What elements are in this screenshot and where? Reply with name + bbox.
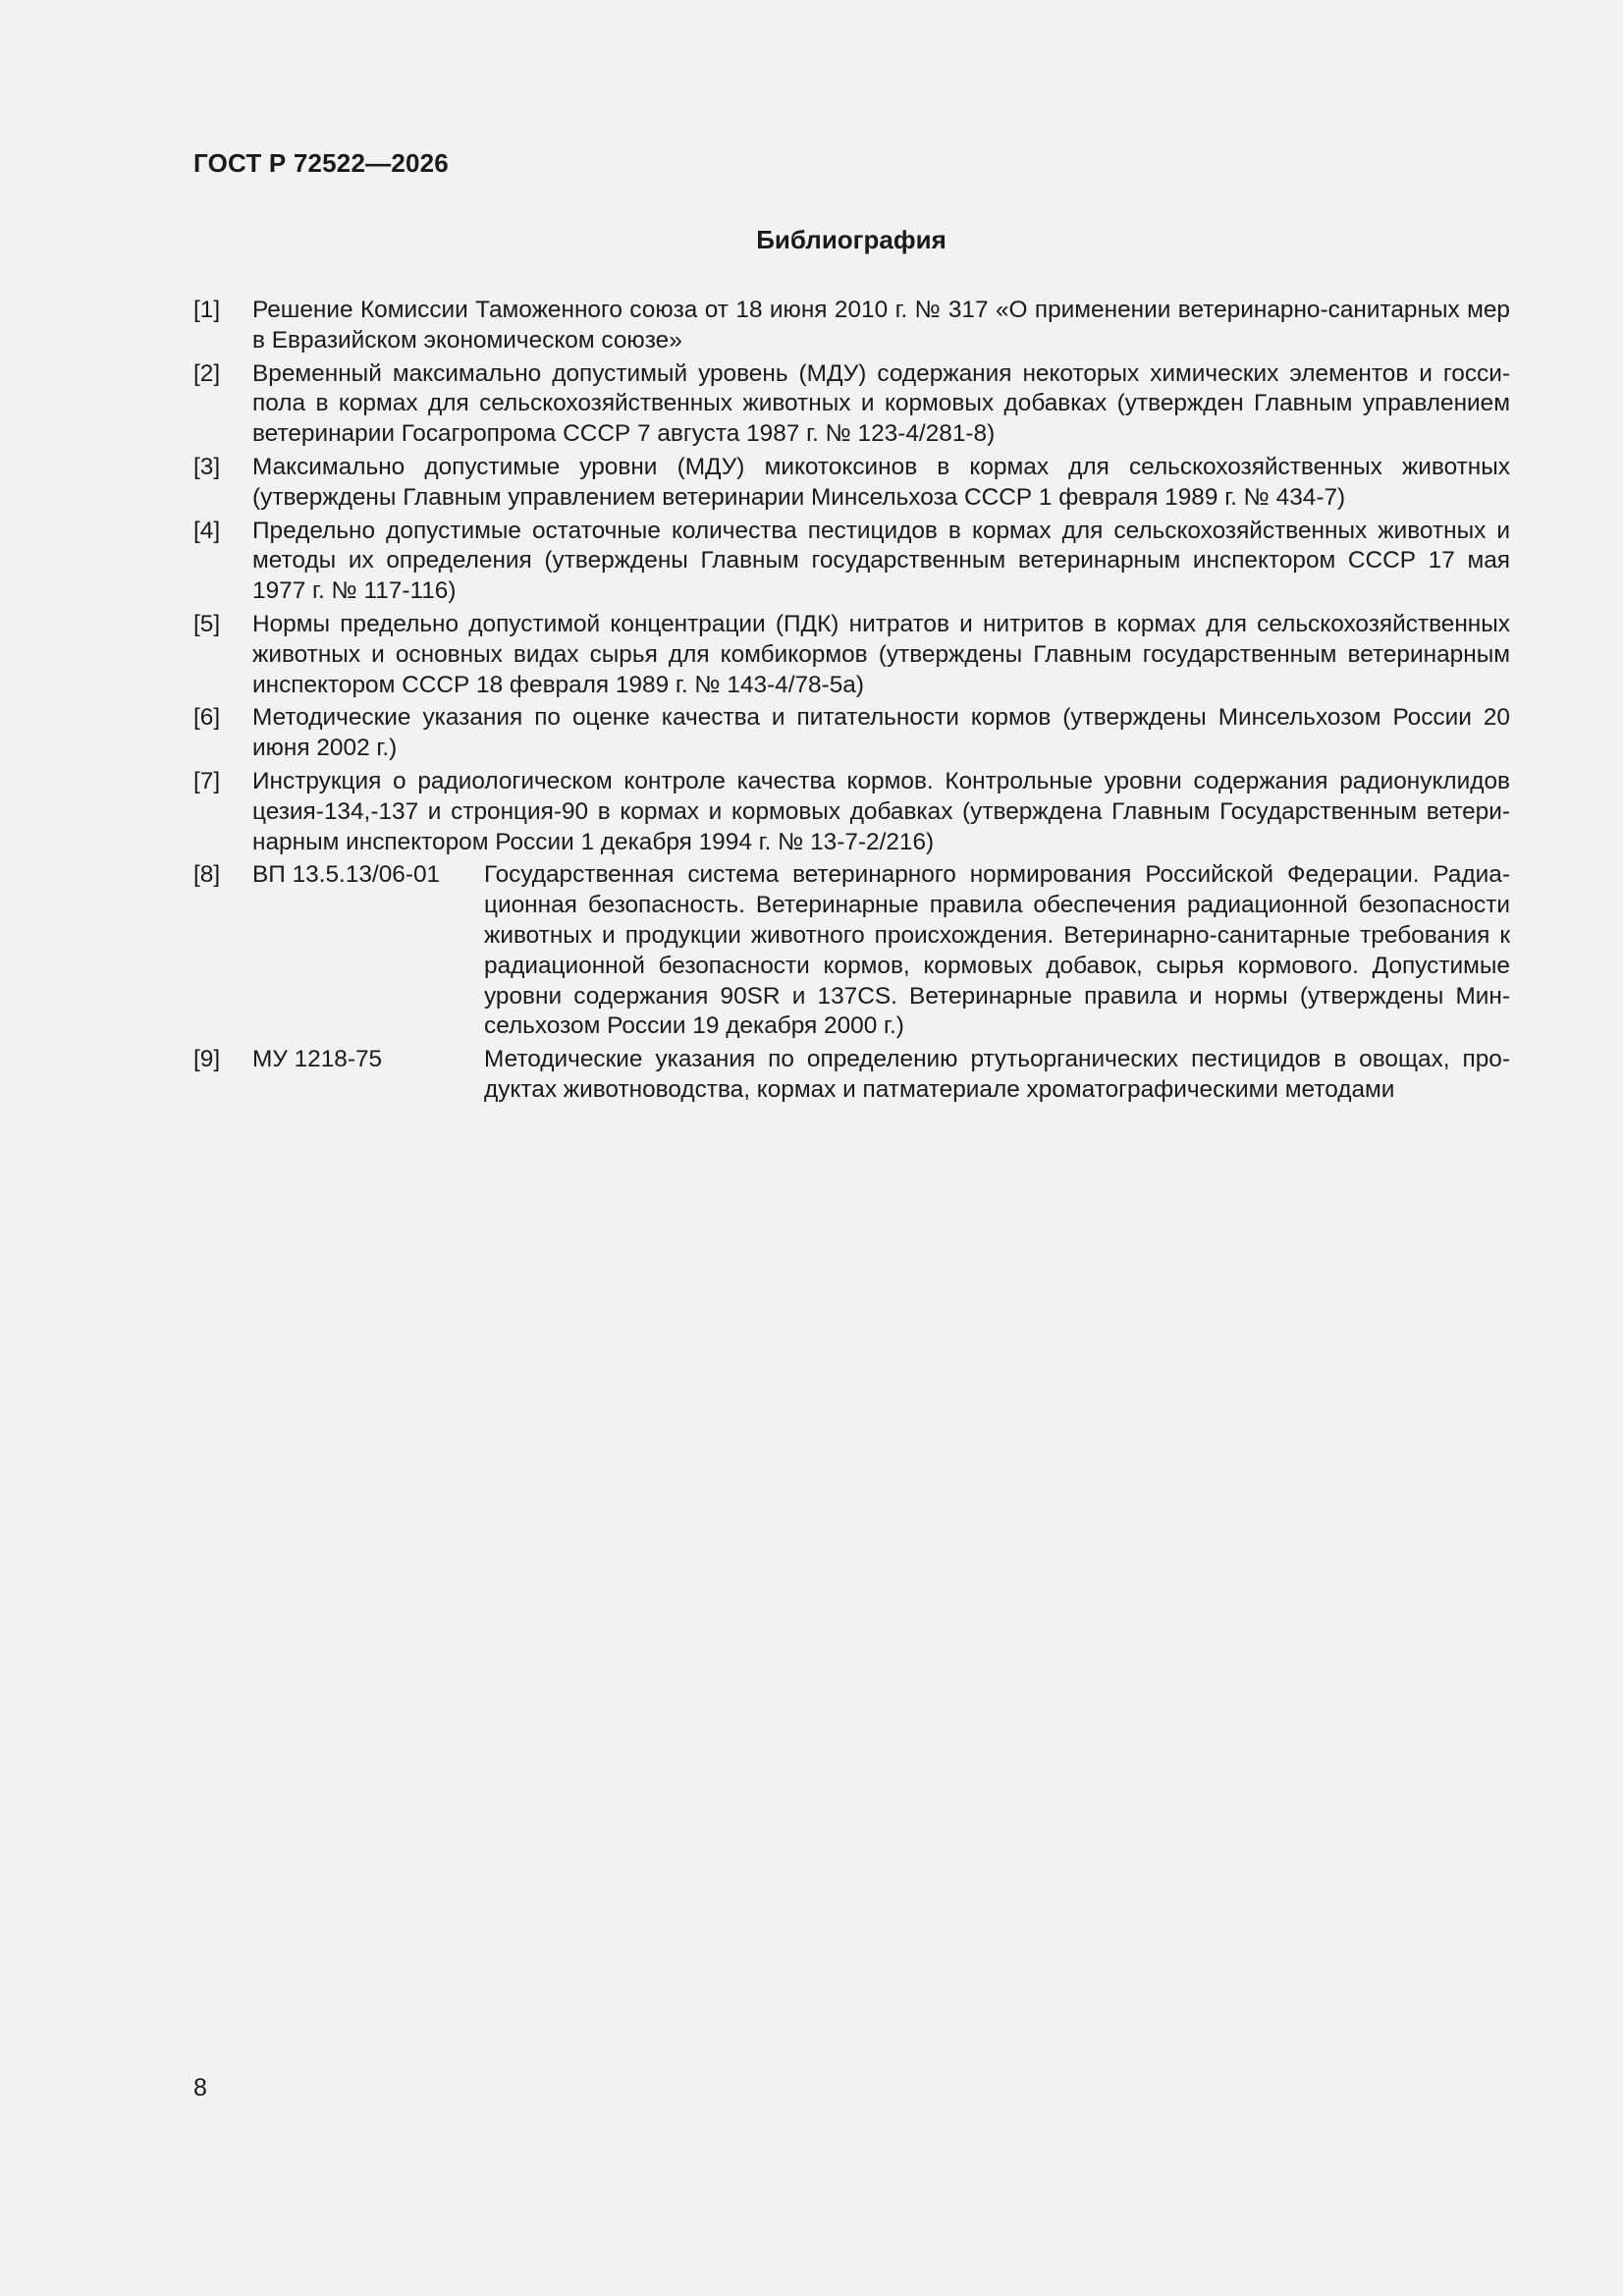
bibliography-item	[193, 860, 1510, 1042]
bibliography-item	[193, 767, 1510, 857]
bibliography-item	[193, 1045, 1510, 1106]
bibliography-item-number: [4]	[193, 517, 221, 544]
bibliography-item-number: [8]	[193, 861, 221, 889]
bibliography-item	[193, 703, 1510, 764]
document-code: ГОСТ Р 72522—2026	[193, 148, 449, 178]
bibliography-item-text: Нормы предельно допустимой концентрации (ПДК) нитратов и нитритов в кормах для сельскохозяйственных животных и основных видах сырья для комбикормов (утверждены Главным государственным ветеринарным инспектором СССР 18 февраля 1989 г. № 143-4/78-5а)	[252, 610, 1510, 698]
bibliography-item-text: Методические указания по оценке качества и питательности кормов (утверждены Минсельхозом России 20 июня 2002 г.)	[252, 704, 1510, 762]
bibliography-list	[193, 296, 1510, 1109]
bibliography-item-text: Временный максимально допустимый уровень (МДУ) содержания некоторых химических элементов и госсипола в кормах для сельскохозяйственных животных и кормовых добавках (утвержден Главным управлением ветеринарии Госагропрома СССР 7 августа 1987 г. № 123-4/281-8)	[252, 359, 1510, 448]
bibliography-item-code: ВП 13.5.13/06-01	[252, 861, 441, 889]
bibliography-item	[193, 359, 1510, 450]
bibliography-item-text: Максимально допустимые уровни (МДУ) микотоксинов в кормах для сельскохозяйственных животных (утверждены Главным управлением ветеринарии Минсельхоза СССР 1 февраля 1989 г. № 434-7)	[252, 453, 1510, 511]
bibliography-item-number: [1]	[193, 297, 221, 323]
bibliography-item	[193, 453, 1510, 514]
bibliography-item	[193, 610, 1510, 700]
bibliography-item-text: Государственная система ветеринарного нормирования Российской Федерации. Радиационная безопасность. Ветеринарные правила обеспечения радиационной безопасности животных и продукции животного происхождения. Ветеринарно-санитарные требования к радиационной безопасности кормов, кормовых добавок, сырья кормового. Допустимые уровни содержания 90SR и 137CS. Ветеринарные правила и нормы (утверждены Минсельхозом России 19 декабря 2000 г.)	[484, 861, 1510, 1040]
bibliography-item-text: Инструкция о радиологическом контроле качества кормов. Контрольные уровни содержания радионуклидов цезия-134,-137 и стронция-90 в кормах и кормовых добавках (утверждена Главным Государственным ветеринарным инспектором России 1 декабря 1994 г. № 13-7-2/216)	[252, 767, 1510, 855]
bibliography-item-text: Предельно допустимые остаточные количества пестицидов в кормах для сельскохозяйственных животных и методы их определения (утверждены Главным государственным ветеринарным инспектором СССР 17 мая 1977 г. № 117-116)	[252, 517, 1510, 605]
bibliography-item-number: [6]	[193, 704, 221, 732]
bibliography-item-number: [3]	[193, 453, 221, 480]
bibliography-item-number: [5]	[193, 610, 221, 637]
page-number: 8	[193, 2074, 207, 2102]
bibliography-item-number: [2]	[193, 359, 221, 387]
bibliography-item-code: МУ 1218-75	[252, 1046, 383, 1073]
bibliography-title: Библиография	[756, 225, 947, 254]
bibliography-item	[193, 517, 1510, 607]
bibliography-item-text: Методические указания по определению ртутьорганических пестицидов в овощах, продуктах животноводства, кормах и патматериале хроматографическими методами	[484, 1046, 1510, 1103]
bibliography-item-number: [9]	[193, 1046, 221, 1073]
bibliography-item	[193, 296, 1510, 356]
bibliography-item-text: Решение Комиссии Таможенного союза от 18 июня 2010 г. № 317 «О применении ветеринарно-санитарных мер в Евразийском экономическом союзе»	[252, 297, 1510, 354]
bibliography-item-number: [7]	[193, 767, 221, 794]
